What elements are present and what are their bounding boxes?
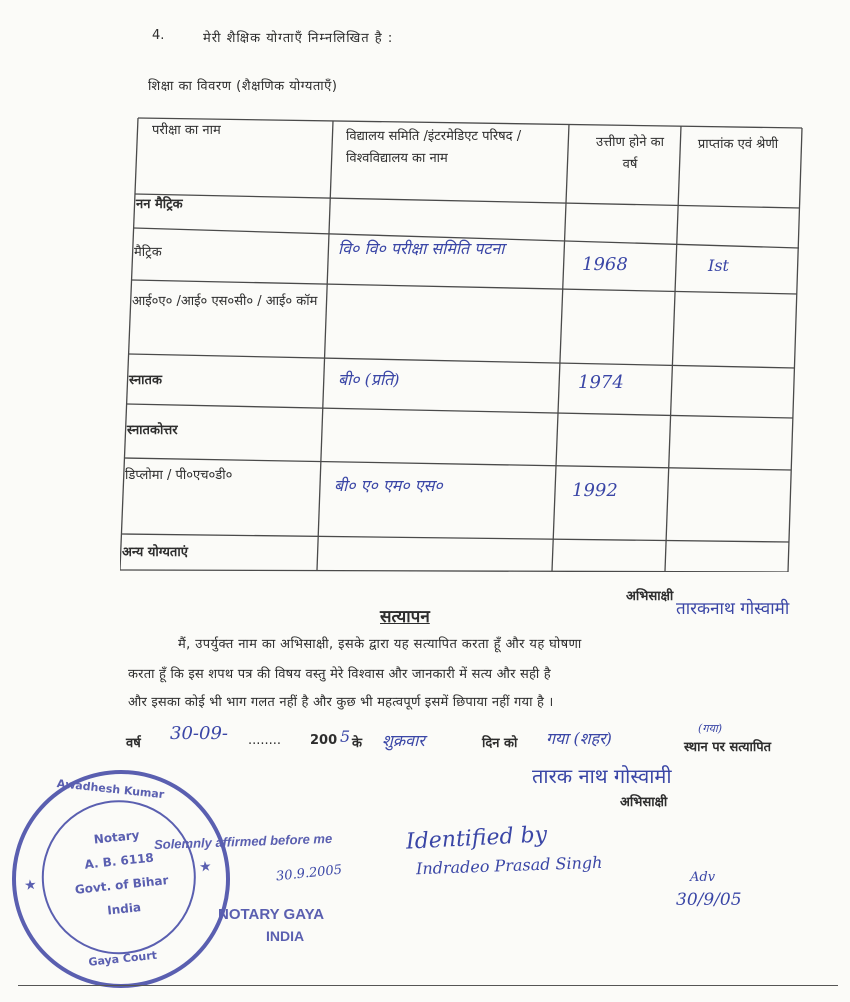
notary-seal <box>1 759 241 999</box>
seal-top-text: Awadhesh Kumar <box>56 776 165 802</box>
matric-grade-entry: Ist <box>708 256 729 275</box>
education-subtitle: शिक्षा का विवरण (शैक्षणिक योग्यताएँ) <box>148 79 338 94</box>
row-diploma-phd: डिप्लोमा / पी०एच०डी० <box>125 468 233 483</box>
qualification-table <box>120 114 810 572</box>
graduate-board-entry: बी० (प्रति) <box>338 370 400 389</box>
seal-line-govt: Govt. of Bihar <box>74 873 170 897</box>
seal-star-right-icon: ★ <box>198 858 213 876</box>
row-graduate: स्नातक <box>129 373 162 388</box>
verification-title: सत्यापन <box>380 607 430 627</box>
matric-year-entry: 1968 <box>582 254 628 275</box>
verification-line-1: मैं, उपर्युक्त नाम का अभिसाक्षी, इसके द्वारा यह सत्यापित करता हूँ और यह घोषणा <box>178 637 582 652</box>
page-bottom-rule <box>18 985 838 986</box>
identification-date: 30/9/05 <box>676 890 742 910</box>
deponent-label-top: अभिसाक्षी <box>626 589 674 604</box>
identified-by-text: Identified by <box>405 822 548 855</box>
row-post-graduate: स्नातकोत्तर <box>127 423 178 438</box>
advocate-name: Indradeo Prasad Singh <box>415 852 603 879</box>
seal-line-india: India <box>106 900 142 918</box>
deponent-label-bottom: अभिसाक्षी <box>620 795 668 810</box>
ke-label: के <box>352 736 362 751</box>
point-number: 4. <box>152 28 165 43</box>
year-prefix: 200 <box>310 733 338 748</box>
solemnly-affirmed-stamp: Solemnly affirmed before me <box>153 830 333 853</box>
notary-india-stamp: INDIA <box>266 928 305 944</box>
header-pass-year: उत्तीण होने का वर्ष <box>596 135 664 172</box>
verification-line-3: और इसका कोई भी भाग गलत नहीं है और कुछ भी महत्वपूर्ण इसमें छिपाया नहीं गया है । <box>128 695 554 710</box>
seal-star-left-icon: ★ <box>23 876 38 895</box>
date-dots: ........ <box>248 733 282 748</box>
notary-gaya-stamp: NOTARY GAYA <box>218 906 325 923</box>
seal-bottom-text: Gaya Court <box>87 948 158 969</box>
row-intermediate: आई०ए० /आई० एस०सी० / आई० कॉम <box>132 294 318 309</box>
advocate-title: Adv <box>690 870 716 885</box>
day-value: शुक्रवार <box>382 731 425 750</box>
matric-board-entry: वि० वि० परीक्षा समिति पटना <box>338 239 505 258</box>
year-label: वर्ष <box>126 736 141 751</box>
seal-line-number: A. B. 6118 <box>83 850 155 872</box>
row-matric: मैट्रिक <box>134 245 162 260</box>
diploma-board-entry: बी० ए० एम० एस० <box>334 476 443 495</box>
din-ko-label: दिन को <box>482 736 518 751</box>
date-line <box>126 722 826 759</box>
row-other: अन्य योग्यताएं <box>122 545 188 560</box>
diploma-year-entry: 1992 <box>572 480 618 501</box>
date-value: 30-09- <box>170 723 228 744</box>
row-non-matric: नन मैट्रिक <box>136 197 183 212</box>
header-board-name: विद्यालय समिति /इंटरमेडिएट परिषद / विश्वविद्यालय का नाम <box>346 129 522 166</box>
place-value: गया (शहर) <box>546 729 612 748</box>
header-exam-name: परीक्षा का नाम <box>152 123 221 138</box>
header-marks-division: प्राप्तांक एवं श्रेणी <box>697 137 779 152</box>
qualification-statement: मेरी शैक्षिक योग्ताएँ निम्नलिखित है : <box>203 31 394 46</box>
sthan-label: स्थान पर सत्यापित <box>684 740 772 755</box>
deponent-signature-bottom: तारक नाथ गोस्वामी <box>532 764 672 788</box>
year-digit: 5 <box>340 727 351 746</box>
table-grid <box>120 114 810 572</box>
graduate-year-entry: 1974 <box>578 372 624 393</box>
place-note: (गया) <box>698 722 723 735</box>
seal-line-notary: Notary <box>93 827 141 847</box>
deponent-signature-top: तारकनाथ गोस्वामी <box>676 599 790 619</box>
notary-signature-date: 30.9.2005 <box>275 862 343 885</box>
verification-line-2: करता हूँ कि इस शपथ पत्र की विषय वस्तु मेरे विश्वास और जानकारी में सत्य और सही है <box>128 667 551 682</box>
